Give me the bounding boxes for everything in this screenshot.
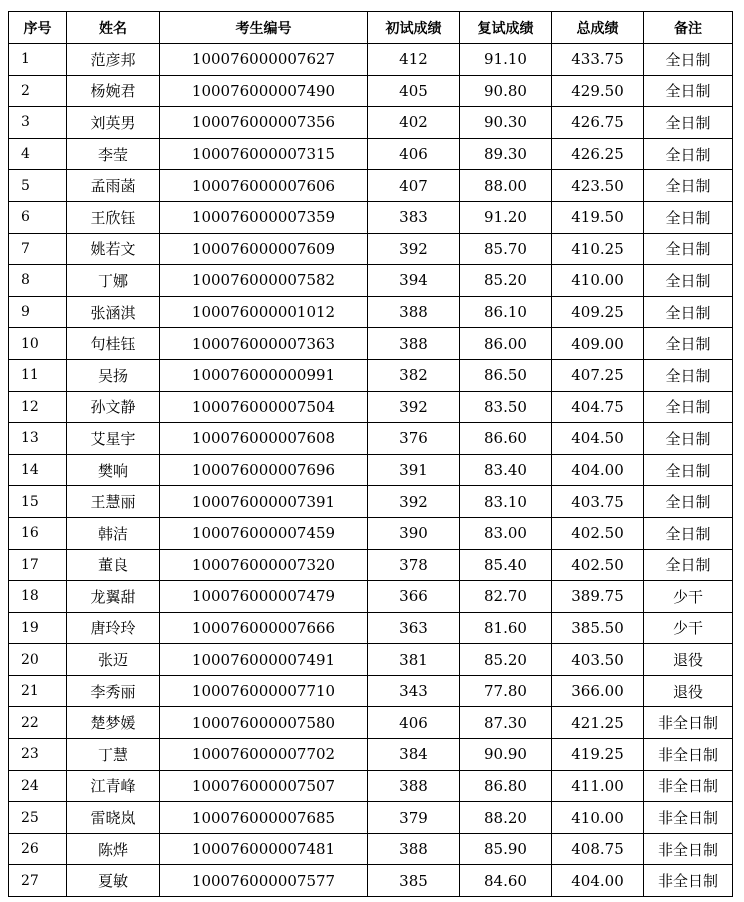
cell-initial-score: 394 <box>368 265 460 297</box>
cell-seq: 11 <box>9 359 67 391</box>
cell-seq: 19 <box>9 612 67 644</box>
cell-initial-score: 392 <box>368 233 460 265</box>
table-row <box>9 644 733 676</box>
cell-total-score: 407.25 <box>552 359 644 391</box>
cell-initial-score: 381 <box>368 644 460 676</box>
cell-retest-score: 83.00 <box>460 517 552 549</box>
table-row <box>9 454 733 486</box>
cell-retest-score: 84.60 <box>460 865 552 897</box>
cell-initial-score: 392 <box>368 391 460 423</box>
cell-remark: 非全日制 <box>644 739 733 771</box>
cell-seq: 17 <box>9 549 67 581</box>
cell-retest-score: 77.80 <box>460 675 552 707</box>
table-row <box>9 486 733 518</box>
cell-seq: 25 <box>9 802 67 834</box>
header-row <box>9 12 733 44</box>
cell-candidate-id: 100076000007702 <box>160 739 368 771</box>
cell-candidate-id: 100076000007696 <box>160 454 368 486</box>
header-name: 姓名 <box>67 12 160 44</box>
cell-seq: 24 <box>9 770 67 802</box>
cell-total-score: 433.75 <box>552 44 644 76</box>
cell-seq: 12 <box>9 391 67 423</box>
cell-initial-score: 412 <box>368 44 460 76</box>
cell-seq: 22 <box>9 707 67 739</box>
cell-total-score: 404.00 <box>552 454 644 486</box>
cell-name: 李秀丽 <box>67 675 160 707</box>
table-row <box>9 612 733 644</box>
table-row <box>9 423 733 455</box>
cell-candidate-id: 100076000007504 <box>160 391 368 423</box>
cell-seq: 27 <box>9 865 67 897</box>
cell-total-score: 403.75 <box>552 486 644 518</box>
cell-initial-score: 378 <box>368 549 460 581</box>
cell-remark: 退役 <box>644 675 733 707</box>
table-row <box>9 75 733 107</box>
cell-name: 唐玲玲 <box>67 612 160 644</box>
cell-initial-score: 388 <box>368 833 460 865</box>
cell-retest-score: 86.10 <box>460 296 552 328</box>
table-row <box>9 391 733 423</box>
cell-seq: 23 <box>9 739 67 771</box>
cell-total-score: 402.50 <box>552 517 644 549</box>
cell-remark: 非全日制 <box>644 865 733 897</box>
cell-total-score: 403.50 <box>552 644 644 676</box>
cell-initial-score: 384 <box>368 739 460 771</box>
table-row <box>9 707 733 739</box>
cell-remark: 非全日制 <box>644 833 733 865</box>
cell-total-score: 409.00 <box>552 328 644 360</box>
cell-initial-score: 376 <box>368 423 460 455</box>
cell-remark: 非全日制 <box>644 770 733 802</box>
cell-retest-score: 83.50 <box>460 391 552 423</box>
cell-remark: 少干 <box>644 581 733 613</box>
cell-name: 樊响 <box>67 454 160 486</box>
cell-total-score: 421.25 <box>552 707 644 739</box>
cell-seq: 16 <box>9 517 67 549</box>
cell-retest-score: 86.50 <box>460 359 552 391</box>
cell-total-score: 419.50 <box>552 201 644 233</box>
cell-remark: 全日制 <box>644 423 733 455</box>
cell-retest-score: 83.40 <box>460 454 552 486</box>
cell-name: 王慧丽 <box>67 486 160 518</box>
cell-retest-score: 88.00 <box>460 170 552 202</box>
cell-candidate-id: 100076000007391 <box>160 486 368 518</box>
table-row <box>9 201 733 233</box>
cell-remark: 全日制 <box>644 265 733 297</box>
cell-name: 孟雨菡 <box>67 170 160 202</box>
cell-remark: 退役 <box>644 644 733 676</box>
cell-candidate-id: 100076000007315 <box>160 138 368 170</box>
cell-initial-score: 406 <box>368 707 460 739</box>
cell-candidate-id: 100076000007507 <box>160 770 368 802</box>
cell-remark: 全日制 <box>644 170 733 202</box>
cell-initial-score: 388 <box>368 328 460 360</box>
cell-retest-score: 86.00 <box>460 328 552 360</box>
table-row <box>9 581 733 613</box>
cell-initial-score: 366 <box>368 581 460 613</box>
cell-total-score: 404.00 <box>552 865 644 897</box>
table-row <box>9 296 733 328</box>
cell-retest-score: 85.20 <box>460 265 552 297</box>
cell-total-score: 410.25 <box>552 233 644 265</box>
cell-seq: 7 <box>9 233 67 265</box>
cell-name: 王欣钰 <box>67 201 160 233</box>
cell-total-score: 409.25 <box>552 296 644 328</box>
cell-name: 韩洁 <box>67 517 160 549</box>
table-row <box>9 517 733 549</box>
cell-total-score: 404.50 <box>552 423 644 455</box>
cell-name: 丁慧 <box>67 739 160 771</box>
header-initial-score: 初试成绩 <box>368 12 460 44</box>
cell-retest-score: 86.80 <box>460 770 552 802</box>
cell-name: 杨婉君 <box>67 75 160 107</box>
cell-candidate-id: 100076000007710 <box>160 675 368 707</box>
cell-name: 张涵淇 <box>67 296 160 328</box>
cell-name: 艾星宇 <box>67 423 160 455</box>
cell-name: 江青峰 <box>67 770 160 802</box>
cell-retest-score: 89.30 <box>460 138 552 170</box>
cell-name: 楚梦媛 <box>67 707 160 739</box>
cell-seq: 9 <box>9 296 67 328</box>
cell-initial-score: 391 <box>368 454 460 486</box>
cell-initial-score: 407 <box>368 170 460 202</box>
table-row <box>9 233 733 265</box>
cell-candidate-id: 100076000007582 <box>160 265 368 297</box>
cell-total-score: 423.50 <box>552 170 644 202</box>
cell-name: 句桂钰 <box>67 328 160 360</box>
cell-retest-score: 90.80 <box>460 75 552 107</box>
cell-name: 李莹 <box>67 138 160 170</box>
cell-retest-score: 85.90 <box>460 833 552 865</box>
cell-candidate-id: 100076000007606 <box>160 170 368 202</box>
cell-retest-score: 91.20 <box>460 201 552 233</box>
cell-initial-score: 385 <box>368 865 460 897</box>
cell-remark: 少干 <box>644 612 733 644</box>
cell-retest-score: 82.70 <box>460 581 552 613</box>
cell-seq: 13 <box>9 423 67 455</box>
cell-remark: 全日制 <box>644 328 733 360</box>
cell-name: 刘英男 <box>67 107 160 139</box>
cell-candidate-id: 100076000001012 <box>160 296 368 328</box>
cell-initial-score: 379 <box>368 802 460 834</box>
cell-candidate-id: 100076000007685 <box>160 802 368 834</box>
cell-total-score: 410.00 <box>552 802 644 834</box>
cell-candidate-id: 100076000007459 <box>160 517 368 549</box>
table-row <box>9 865 733 897</box>
cell-remark: 全日制 <box>644 359 733 391</box>
cell-retest-score: 86.60 <box>460 423 552 455</box>
cell-remark: 非全日制 <box>644 802 733 834</box>
cell-retest-score: 91.10 <box>460 44 552 76</box>
cell-candidate-id: 100076000007580 <box>160 707 368 739</box>
cell-remark: 全日制 <box>644 296 733 328</box>
cell-remark: 全日制 <box>644 138 733 170</box>
table-row <box>9 328 733 360</box>
cell-seq: 3 <box>9 107 67 139</box>
cell-initial-score: 390 <box>368 517 460 549</box>
cell-remark: 非全日制 <box>644 707 733 739</box>
table-row <box>9 739 733 771</box>
table-row <box>9 44 733 76</box>
cell-retest-score: 83.10 <box>460 486 552 518</box>
header-candidate-id: 考生编号 <box>160 12 368 44</box>
cell-candidate-id: 100076000000991 <box>160 359 368 391</box>
cell-name: 范彦邦 <box>67 44 160 76</box>
cell-initial-score: 388 <box>368 770 460 802</box>
cell-seq: 15 <box>9 486 67 518</box>
table-row <box>9 549 733 581</box>
cell-seq: 10 <box>9 328 67 360</box>
cell-remark: 全日制 <box>644 233 733 265</box>
cell-candidate-id: 100076000007627 <box>160 44 368 76</box>
cell-retest-score: 81.60 <box>460 612 552 644</box>
cell-initial-score: 343 <box>368 675 460 707</box>
cell-candidate-id: 100076000007666 <box>160 612 368 644</box>
cell-total-score: 402.50 <box>552 549 644 581</box>
cell-seq: 8 <box>9 265 67 297</box>
cell-name: 雷晓岚 <box>67 802 160 834</box>
cell-seq: 20 <box>9 644 67 676</box>
cell-seq: 14 <box>9 454 67 486</box>
table-row <box>9 138 733 170</box>
cell-remark: 全日制 <box>644 486 733 518</box>
cell-remark: 全日制 <box>644 75 733 107</box>
cell-retest-score: 90.90 <box>460 739 552 771</box>
cell-name: 张迈 <box>67 644 160 676</box>
cell-initial-score: 388 <box>368 296 460 328</box>
table-body <box>9 44 733 897</box>
cell-total-score: 429.50 <box>552 75 644 107</box>
cell-total-score: 426.25 <box>552 138 644 170</box>
table-row <box>9 802 733 834</box>
cell-total-score: 389.75 <box>552 581 644 613</box>
cell-candidate-id: 100076000007481 <box>160 833 368 865</box>
table-row <box>9 170 733 202</box>
cell-remark: 全日制 <box>644 517 733 549</box>
cell-seq: 5 <box>9 170 67 202</box>
cell-candidate-id: 100076000007609 <box>160 233 368 265</box>
cell-total-score: 426.75 <box>552 107 644 139</box>
cell-total-score: 408.75 <box>552 833 644 865</box>
cell-remark: 全日制 <box>644 454 733 486</box>
header-remark: 备注 <box>644 12 733 44</box>
table-row <box>9 107 733 139</box>
cell-total-score: 410.00 <box>552 265 644 297</box>
cell-name: 姚若文 <box>67 233 160 265</box>
cell-candidate-id: 100076000007491 <box>160 644 368 676</box>
cell-total-score: 385.50 <box>552 612 644 644</box>
cell-remark: 全日制 <box>644 107 733 139</box>
cell-remark: 全日制 <box>644 201 733 233</box>
cell-name: 丁娜 <box>67 265 160 297</box>
cell-seq: 21 <box>9 675 67 707</box>
cell-retest-score: 85.40 <box>460 549 552 581</box>
cell-total-score: 411.00 <box>552 770 644 802</box>
cell-initial-score: 406 <box>368 138 460 170</box>
cell-candidate-id: 100076000007490 <box>160 75 368 107</box>
cell-retest-score: 88.20 <box>460 802 552 834</box>
cell-seq: 4 <box>9 138 67 170</box>
cell-remark: 全日制 <box>644 391 733 423</box>
cell-seq: 26 <box>9 833 67 865</box>
table-row <box>9 265 733 297</box>
cell-seq: 1 <box>9 44 67 76</box>
cell-candidate-id: 100076000007608 <box>160 423 368 455</box>
cell-seq: 18 <box>9 581 67 613</box>
cell-candidate-id: 100076000007363 <box>160 328 368 360</box>
cell-name: 孙文静 <box>67 391 160 423</box>
results-table <box>8 11 733 897</box>
cell-total-score: 404.75 <box>552 391 644 423</box>
table-row <box>9 359 733 391</box>
cell-seq: 6 <box>9 201 67 233</box>
cell-initial-score: 402 <box>368 107 460 139</box>
cell-total-score: 366.00 <box>552 675 644 707</box>
cell-name: 陈烨 <box>67 833 160 865</box>
cell-candidate-id: 100076000007479 <box>160 581 368 613</box>
cell-initial-score: 383 <box>368 201 460 233</box>
header-seq: 序号 <box>9 12 67 44</box>
table-row <box>9 833 733 865</box>
cell-retest-score: 85.70 <box>460 233 552 265</box>
header-retest-score: 复试成绩 <box>460 12 552 44</box>
cell-total-score: 419.25 <box>552 739 644 771</box>
cell-name: 夏敏 <box>67 865 160 897</box>
cell-candidate-id: 100076000007577 <box>160 865 368 897</box>
cell-remark: 全日制 <box>644 549 733 581</box>
cell-initial-score: 392 <box>368 486 460 518</box>
cell-name: 董良 <box>67 549 160 581</box>
cell-retest-score: 87.30 <box>460 707 552 739</box>
cell-candidate-id: 100076000007359 <box>160 201 368 233</box>
table-row <box>9 770 733 802</box>
cell-name: 龙翼甜 <box>67 581 160 613</box>
cell-initial-score: 405 <box>368 75 460 107</box>
cell-retest-score: 90.30 <box>460 107 552 139</box>
cell-retest-score: 85.20 <box>460 644 552 676</box>
cell-candidate-id: 100076000007356 <box>160 107 368 139</box>
cell-seq: 2 <box>9 75 67 107</box>
cell-remark: 全日制 <box>644 44 733 76</box>
cell-initial-score: 382 <box>368 359 460 391</box>
table-row <box>9 675 733 707</box>
cell-candidate-id: 100076000007320 <box>160 549 368 581</box>
header-total-score: 总成绩 <box>552 12 644 44</box>
cell-name: 吴扬 <box>67 359 160 391</box>
cell-initial-score: 363 <box>368 612 460 644</box>
